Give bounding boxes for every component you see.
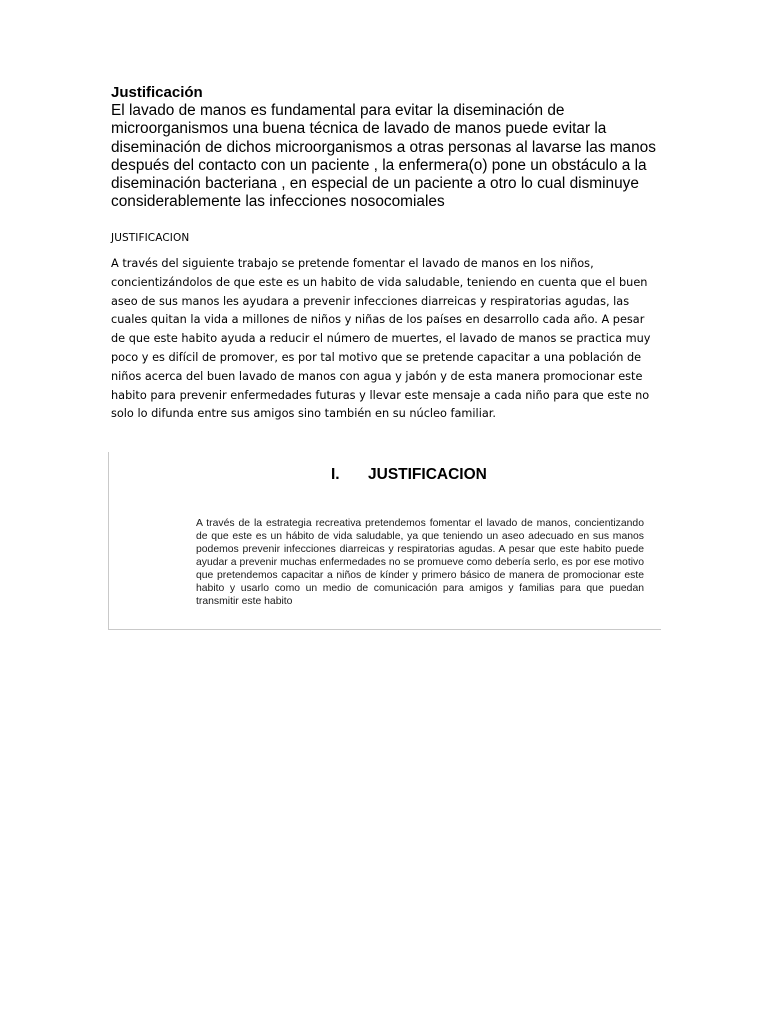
- section-2-heading: JUSTIFICACION: [111, 232, 190, 244]
- scanned-document-excerpt: [108, 452, 661, 630]
- section-1-heading: Justificación: [111, 84, 203, 101]
- section-3-heading-number: I.: [331, 466, 340, 483]
- section-3-heading: [331, 466, 487, 484]
- justification-section-1: [111, 84, 671, 212]
- section-1-paragraph: El lavado de manos es fundamental para evitar la diseminación de microorganismos una buena técnica de lavado de manos puede evitar la diseminación de dichos microorganismos a otras personas al lavarse las manos después del contacto con un paciente , la enfermera(o) pone un obstáculo a la diseminación bacteriana , en especial de un paciente a otro lo cual disminuye considerablemente las infecciones nosocomiales: [111, 102, 656, 211]
- section-3-paragraph: A través de la estrategia recreativa pretendemos fomentar el lavado de manos, concientizando de que este es un hábito de vida saludable, ya que teniendo un aseo adecuado en sus manos podemos prevenir infecciones diarreicas y respiratorias agudas. A pesar que este habito puede ayudar a prevenir muchas enfermedades no se promueve como debería serlo, es por ese motivo que pretendemos capacitar a niños de kínder y primero básico de manera de promocionar este habito y usarlo como un medio de comunicación para amigos y familias para que puedan transmitir este habito: [196, 518, 644, 607]
- section-3-heading-title: JUSTIFICACION: [368, 466, 487, 483]
- section-2-paragraph: A través del siguiente trabajo se pretende fomentar el lavado de manos en los niños, concientizándolos de que este es un habito de vida saludable, teniendo en cuenta que el buen aseo de sus manos les ayudara a prevenir infecciones diarreicas y respiratorias agudas, las cuales quitan la vida a millones de niños y niñas de los países en desarrollo cada año. A pesar de que este habito ayuda a reducir el número de muertes, el lavado de manos se practica muy poco y es difícil de promover, es por tal motivo que se pretende capacitar a una población de niños acerca del buen lavado de manos con agua y jabón y de esta manera promocionar este habito para prevenir enfermedades futuras y llevar este mensaje a cada niño para que este no solo lo difunda entre sus amigos sino también en su núcleo familiar.: [111, 257, 651, 421]
